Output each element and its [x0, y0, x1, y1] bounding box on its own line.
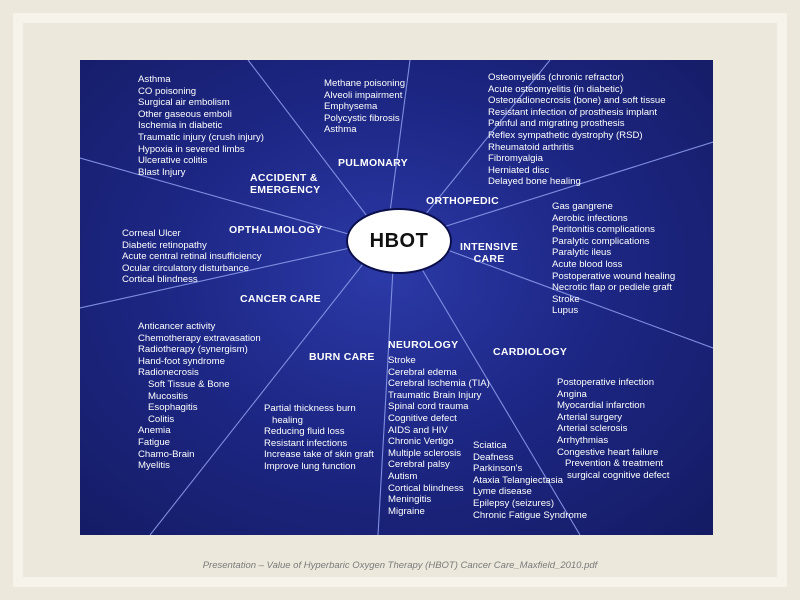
list-item: Radiotherapy (synergism) [138, 344, 248, 356]
hub-label: HBOT [369, 229, 429, 252]
list-item: Reflex sympathetic dystrophy (RSD) [488, 129, 643, 141]
list-item: Asthma [324, 124, 357, 136]
list-item: Partial thickness burn [264, 403, 356, 414]
list-item: Lupus [552, 305, 579, 317]
list-item: Traumatic Brain Injury [388, 389, 482, 401]
list-item: Polycystic fibrosis [324, 112, 400, 124]
list-item: Surgical air embolism [138, 97, 230, 109]
list-item: Chemotherapy extravasation [138, 332, 261, 344]
list-item: Soft Tissue & Bone [148, 378, 230, 390]
list-item: Angina [557, 388, 587, 400]
category-opthalmology: OPTHALMOLOGY [229, 224, 323, 236]
hbot-diagram-slide [80, 60, 713, 535]
list-item: Cognitive defect [388, 412, 457, 424]
list-item: Necrotic flap or pediele graft [552, 282, 672, 294]
list-item: Resistant infections [264, 437, 348, 449]
list-item: Delayed bone healing [488, 176, 581, 188]
list-item: Migraine [388, 505, 425, 517]
accident-conditions-list [138, 74, 264, 178]
list-item: Ocular circulatory disturbance [122, 262, 249, 274]
hbot-hub [346, 208, 452, 274]
list-item: Autism [388, 470, 418, 482]
category-intensive-care: INTENSIVE CARE [460, 241, 519, 265]
list-item: Reducing fluid loss [264, 426, 345, 438]
list-item: Fatigue [138, 436, 170, 448]
list-item: Acute blood loss [552, 258, 623, 270]
category-accident-emergency: ACCIDENT & EMERGENCY [250, 172, 321, 196]
list-item: Increase take of skin graft [264, 449, 374, 461]
list-item: Congestive heart failure [557, 446, 659, 458]
intensive-care-conditions-list [552, 201, 675, 317]
list-item: Lyme disease [473, 486, 532, 498]
list-item: Meningitis [388, 494, 432, 506]
list-item: Cerebral edema [388, 366, 457, 378]
list-item: Cerebral Ischemia (TIA) [388, 378, 490, 390]
list-item: Postoperative wound healing [552, 270, 676, 282]
list-item: Paralytic ileus [552, 247, 612, 259]
list-item: surgical cognitive defect [567, 469, 670, 481]
list-item: Herniated disc [488, 164, 550, 176]
opthalmology-conditions-list [122, 228, 262, 286]
list-item: Hand-foot syndrome [138, 355, 225, 367]
category-burn-care: BURN CARE [309, 351, 375, 363]
list-item: Chamo-Brain [138, 448, 195, 460]
list-item: Resistant infection of prosthesis implant [488, 106, 658, 118]
list-item: Esophagitis [148, 402, 198, 414]
list-item: Asthma [138, 74, 171, 85]
cancer-care-conditions-list [138, 321, 261, 472]
list-item: Rheumatoid arthritis [488, 141, 574, 153]
pulmonary-conditions-list [324, 78, 405, 136]
list-item: Prevention & treatment [565, 458, 664, 470]
list-item: Arterial sclerosis [557, 423, 628, 435]
list-item: Osteoradionecrosis (bone) and soft tissue [488, 95, 666, 107]
list-item: Radionecrosis [138, 367, 199, 379]
list-item: Improve lung function [264, 460, 356, 472]
burn-care-conditions-list [264, 403, 374, 473]
list-item: Myocardial infarction [557, 400, 645, 412]
list-item: Gas gangrene [552, 201, 613, 212]
list-item: Emphysema [324, 101, 378, 113]
list-item: Osteomyelitis (chronic refractor) [488, 72, 624, 83]
list-item: Stroke [388, 355, 416, 366]
list-item: Sciatica [473, 440, 507, 451]
list-item: Multiple sclerosis [388, 447, 462, 459]
list-item: Spinal cord trauma [388, 401, 469, 413]
list-item: healing [272, 414, 303, 426]
list-item: Alveoli impairment [324, 89, 403, 101]
category-cardiology: CARDIOLOGY [493, 346, 568, 358]
orthopedic-conditions-list [488, 72, 666, 188]
list-item: Cerebral palsy [388, 459, 450, 471]
list-item: Aerobic infections [552, 212, 628, 224]
list-item: Parkinson's [473, 463, 523, 475]
list-item: Arrhythmias [557, 434, 609, 446]
category-neurology: NEUROLOGY [388, 339, 459, 351]
list-item: Traumatic injury (crush injury) [138, 131, 264, 143]
list-item: Myelitis [138, 460, 170, 472]
list-item: Acute osteomyelitis (in diabetic) [488, 83, 623, 95]
list-item: Stroke [552, 293, 580, 305]
list-item: Cortical blindness [122, 274, 198, 286]
list-item: Deafness [473, 451, 514, 463]
list-item: Painful and migrating prosthesis [488, 118, 625, 130]
list-item: Methane poisoning [324, 78, 406, 89]
list-item: Anemia [138, 425, 171, 437]
list-item: Other gaseous emboli [138, 108, 232, 120]
list-item: Colitis [148, 413, 175, 425]
list-item: CO poisoning [138, 85, 197, 97]
source-caption: Presentation – Value of Hyperbaric Oxygen Therapy (HBOT) Cancer Care_Maxfield_2010.pdf [202, 560, 598, 571]
list-item: Chronic Fatigue Syndrome [473, 509, 588, 521]
list-item: Chronic Vertigo [388, 436, 454, 448]
list-item: Paralytic complications [552, 235, 650, 247]
list-item: AIDS and HIV [388, 424, 448, 436]
list-item: Corneal Ulcer [122, 228, 181, 239]
list-item: Hypoxia in severed limbs [138, 143, 245, 155]
list-item: Peritonitis complications [552, 224, 655, 236]
list-item: Epilepsy (seizures) [473, 497, 555, 509]
category-cancer-care: CANCER CARE [240, 293, 321, 305]
list-item: Postoperative infection [557, 377, 655, 388]
list-item: Cortical blindness [388, 482, 464, 494]
list-item: Ischemia in diabetic [138, 120, 223, 132]
list-item: Fibromyalgia [488, 153, 543, 165]
list-item: Acute central retinal insufficiency [122, 251, 262, 263]
list-item: Ulcerative colitis [138, 155, 208, 167]
list-item: Blast Injury [138, 166, 186, 178]
list-item: Anticancer activity [138, 321, 216, 332]
list-item: Mucositis [148, 390, 188, 402]
list-item: Arterial surgery [557, 411, 623, 423]
list-item: Diabetic retinopathy [122, 239, 207, 251]
list-item: Ataxia Telangiectasia [473, 474, 563, 486]
cardiology-conditions-list [557, 377, 669, 481]
category-pulmonary: PULMONARY [338, 157, 408, 169]
category-orthopedic: ORTHOPEDIC [426, 195, 500, 207]
